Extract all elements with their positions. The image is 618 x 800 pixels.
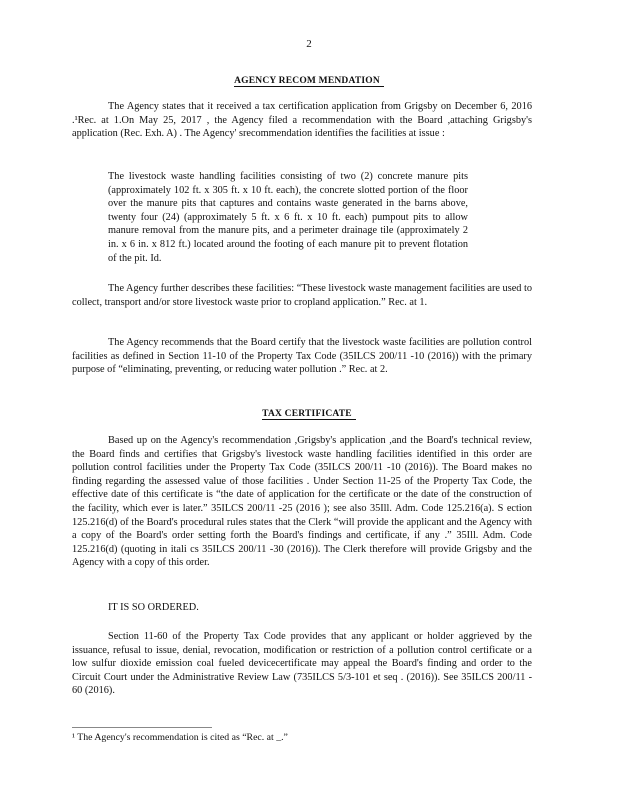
agency-recommends-paragraph: The Agency recommends that the Board certify that the livestock waste facilities are pollution control facilities as defined in Section 11-10 of the Property Tax Code (35ILCS 200/11 -10 (2016)) with the primary purpose of “eliminating, preventing, or reducing water pollution .” Rec. at 2. <box>72 337 532 376</box>
tax-certificate-heading-text: TAX CERTIFICATE <box>262 409 356 420</box>
recommendation-heading <box>0 76 618 87</box>
footnote: ¹ The Agency's recommendation is cited as “Rec. at _.” <box>72 732 288 743</box>
facilities-description-paragraph: The Agency further describes these facilities: “These livestock waste management facilities are used to collect, transport and/or store livestock waste prior to cropland application.” Rec. at 1. <box>72 283 533 308</box>
board-findings-paragraph: Based up on the Agency's recommendation ,Grigsby's application ,and the Board's technical review, the Board finds and certifies that Grigsby's livestock waste handling facilities identified in this order are pollution control facilities under the Property Tax Code (35ILCS 200/11 -10 (2016)). The Board makes no finding regarding the assessed value of those facilities . Under Section 11-25 of the Property Tax Code, the effective date of this certificate is “the date of application for the certificate or the date of the construction of the facility, which ever is later.” 35ILCS 200/11 -25 (2016 ); see also 35Ill. Adm. Code 125.216(a). S ection 125.216(d) of the Board's procedural rules states that the Clerk “will provide the applicant and the Agency with a copy of the Board's order setting forth the Board's findings and certificate, if any .” 35Ill. Adm. Code 125.216(d) (quoting in itali cs 35ILCS 200/11 -30 (2016)). The Clerk therefore will provide Grigsby and the Agency with a copy of this order. <box>72 435 532 569</box>
so-ordered: IT IS SO ORDERED. <box>108 602 199 613</box>
intro-paragraph: The Agency states that it received a tax certification application from Grigsby on December 6, 2016 .¹Rec. at 1.On May 25, 2017 , the Agency filed a recommendation with the Board ,attaching Grigsby's application (Rec. Exh. A) . The Agency' srecommendation identifies the facilities at issue : <box>72 101 532 140</box>
facilities-block-quote: The livestock waste handling facilities consisting of two (2) concrete manure pits (approximately 102 ft. x 305 ft. x 10 ft. each), the concrete slotted portion of the floor over the manure pits that captures and contains waste generated in the barns above, twenty four (24) (approximately 5 ft. x 6 ft. x 10 ft. each) pumpout pits to allow manure removal from the manure pits, and a perimeter drainage tile (approximately 2 in. x 6 in. x 812 ft.) located around the footing of each manure pit to prevent flotation of the pit. Id. <box>108 171 468 264</box>
tax-certificate-heading <box>0 409 618 420</box>
recommendation-heading-text: AGENCY RECOM MENDATION <box>234 76 384 87</box>
footnote-divider <box>72 727 212 728</box>
appeal-paragraph: Section 11-60 of the Property Tax Code provides that any applicant or holder aggrieved by the issuance, refusal to issue, denial, revocation, modification or restriction of a pollution control certificate or a low sulfur dioxide emission coal fueled devicecertificate may appeal the Board's finding and order to the Circuit Court under the Administrative Review Law (735ILCS 5/3-101 et seq . (2016)). See 35ILCS 200/11 - 60 (2016). <box>72 631 532 697</box>
page-number: 2 <box>306 38 312 50</box>
